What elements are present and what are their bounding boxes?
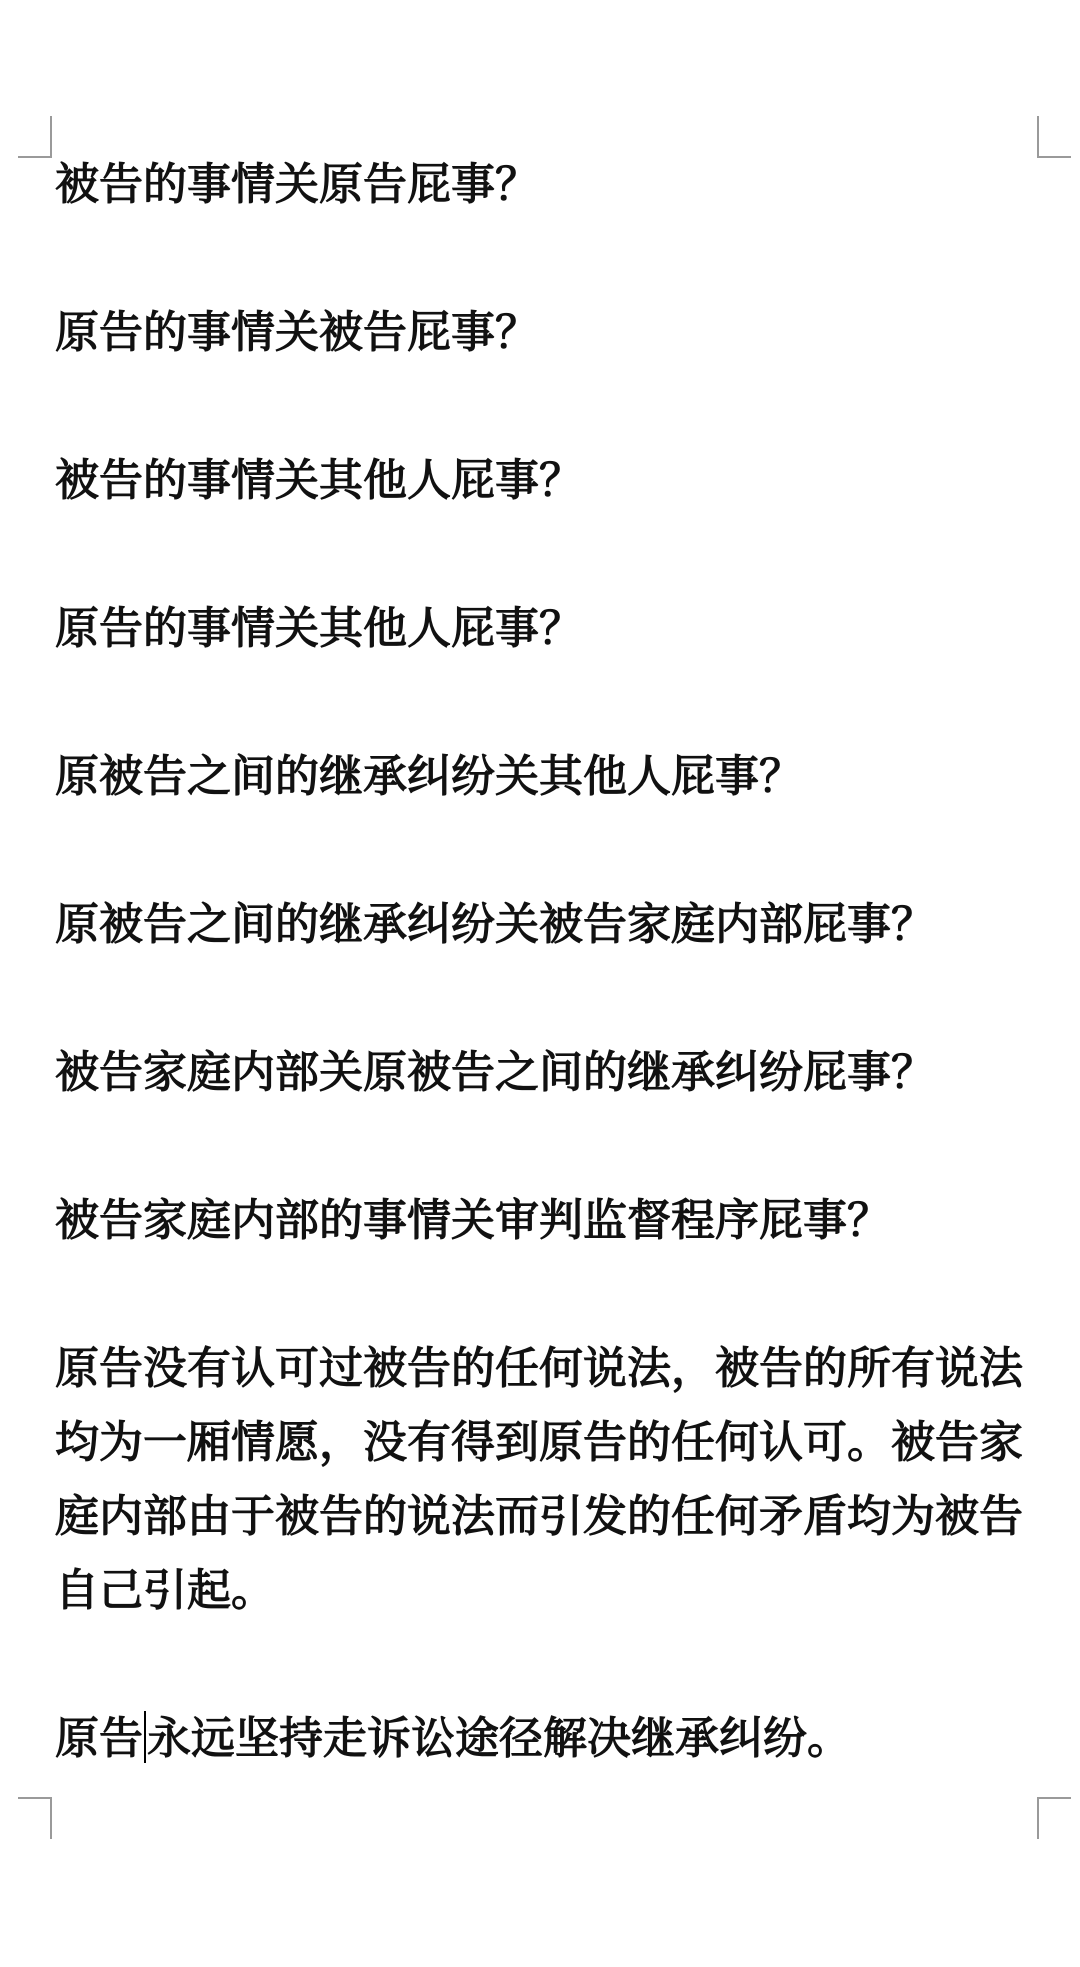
blank-line: [55, 518, 1040, 592]
paragraph-6[interactable]: 原被告之间的继承纠纷关被告家庭内部屁事？: [55, 899, 935, 950]
paragraph-10-text-start: 原告: [55, 1713, 143, 1764]
blank-line: [55, 666, 1040, 740]
text-cursor: [144, 1711, 146, 1763]
document-body[interactable]: [55, 148, 1040, 1776]
paragraph-2[interactable]: 原告的事情关被告屁事？: [55, 307, 539, 358]
margin-corner-bottom-right: [1037, 1797, 1071, 1839]
blank-line: [55, 962, 1040, 1036]
paragraph-9[interactable]: 原告没有认可过被告的任何说法，被告的所有说法均为一厢情愿，没有得到原告的任何认可。被告家庭内部由于被告的说法而引发的任何矛盾均为被告自己引起。: [55, 1343, 1023, 1616]
paragraph-8[interactable]: 被告家庭内部的事情关审判监督程序屁事？: [55, 1195, 891, 1246]
paragraph-4[interactable]: 原告的事情关其他人屁事？: [55, 603, 583, 654]
blank-line: [55, 814, 1040, 888]
margin-corner-bottom-left: [18, 1797, 52, 1839]
paragraph-10[interactable]: [55, 1702, 1040, 1776]
blank-line: [55, 370, 1040, 444]
blank-line: [55, 1110, 1040, 1184]
blank-line: [55, 1628, 1040, 1702]
blank-line: [55, 1258, 1040, 1332]
paragraph-10-text-end: 永远坚持走诉讼途径解决继承纠纷。: [147, 1713, 851, 1764]
paragraph-3[interactable]: 被告的事情关其他人屁事？: [55, 455, 583, 506]
margin-corner-top-right: [1037, 116, 1071, 158]
paragraph-1[interactable]: 被告的事情关原告屁事？: [55, 159, 539, 210]
paragraph-5[interactable]: 原被告之间的继承纠纷关其他人屁事？: [55, 751, 803, 802]
paragraph-7[interactable]: 被告家庭内部关原被告之间的继承纠纷屁事？: [55, 1047, 935, 1098]
blank-line: [55, 222, 1040, 296]
margin-corner-top-left: [18, 116, 52, 158]
